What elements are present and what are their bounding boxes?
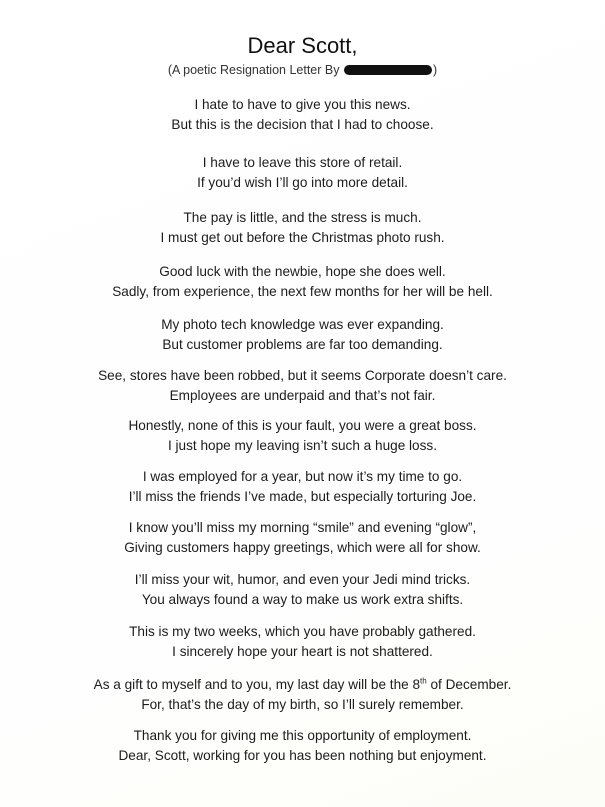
line-text: As a gift to myself and to you, my last day will be the 8 bbox=[93, 677, 421, 692]
subtitle-prefix: (A poetic Resignation Letter By bbox=[167, 63, 343, 77]
stanza-line: Sadly, from experience, the next few months for her will be hell. bbox=[112, 284, 493, 299]
stanza-line: I’ll miss the friends I’ve made, but especially torturing Joe. bbox=[128, 489, 477, 504]
line-text-end: of December. bbox=[426, 677, 512, 692]
stanza-line: Employees are underpaid and that’s not fair. bbox=[169, 388, 436, 403]
stanza-line: If you’d wish I’ll go into more detail. bbox=[197, 175, 408, 190]
stanza-line: I’ll miss your wit, humor, and even your Jedi mind tricks. bbox=[134, 572, 471, 587]
stanza-line: This is my two weeks, which you have probably gathered. bbox=[129, 624, 476, 639]
stanza-line: But customer problems are far too demanding. bbox=[162, 337, 443, 352]
stanza-line: I was employed for a year, but now it’s my time to go. bbox=[142, 469, 463, 484]
stanza-line: Thank you for giving me this opportunity of employment. bbox=[133, 728, 472, 743]
stanza-line: I must get out before the Christmas photo rush. bbox=[160, 230, 445, 245]
stanza-6 bbox=[0, 366, 605, 406]
stanza-line: Giving customers happy greetings, which were all for show. bbox=[124, 540, 481, 555]
stanza-line: The pay is little, and the stress is much. bbox=[183, 210, 422, 225]
stanza-line: I just hope my leaving isn’t such a huge loss. bbox=[167, 438, 437, 453]
stanza-4 bbox=[0, 262, 605, 302]
stanza-5 bbox=[0, 315, 605, 355]
stanza-12 bbox=[0, 675, 605, 715]
stanza-line: See, stores have been robbed, but it seems Corporate doesn’t care. bbox=[98, 368, 507, 383]
stanza-line: I hate to have to give you this news. bbox=[194, 97, 411, 112]
stanza-11 bbox=[0, 622, 605, 662]
subtitle-suffix: ) bbox=[432, 63, 438, 77]
stanza-7 bbox=[0, 416, 605, 456]
stanza-line: You always found a way to make us work extra shifts. bbox=[141, 592, 464, 607]
stanza-line: Dear, Scott, working for you has been nothing but enjoyment. bbox=[118, 748, 487, 763]
stanza-line: For, that’s the day of my birth, so I’ll surely remember. bbox=[141, 697, 464, 712]
stanza-line: But this is the decision that I had to choose. bbox=[171, 117, 434, 132]
letter-subtitle bbox=[0, 62, 605, 78]
stanza-13 bbox=[0, 726, 605, 766]
stanza-1 bbox=[0, 95, 605, 135]
redacted-author-name bbox=[344, 65, 432, 75]
stanza-9 bbox=[0, 518, 605, 558]
ordinal-superscript: th bbox=[420, 676, 427, 686]
stanza-line bbox=[0, 675, 605, 695]
stanza-line: I know you’ll miss my morning “smile” and evening “glow”, bbox=[128, 520, 477, 535]
stanza-10 bbox=[0, 570, 605, 610]
stanza-8 bbox=[0, 467, 605, 507]
stanza-3 bbox=[0, 208, 605, 248]
stanza-line: Good luck with the newbie, hope she does well. bbox=[159, 264, 446, 279]
stanza-line: I have to leave this store of retail. bbox=[202, 155, 403, 170]
stanza-line: Honestly, none of this is your fault, you were a great boss. bbox=[128, 418, 477, 433]
stanza-line: My photo tech knowledge was ever expanding. bbox=[161, 317, 444, 332]
letter-title: Dear Scott, bbox=[247, 33, 358, 58]
stanza-line: I sincerely hope your heart is not shattered. bbox=[172, 644, 433, 659]
stanza-2 bbox=[0, 153, 605, 193]
